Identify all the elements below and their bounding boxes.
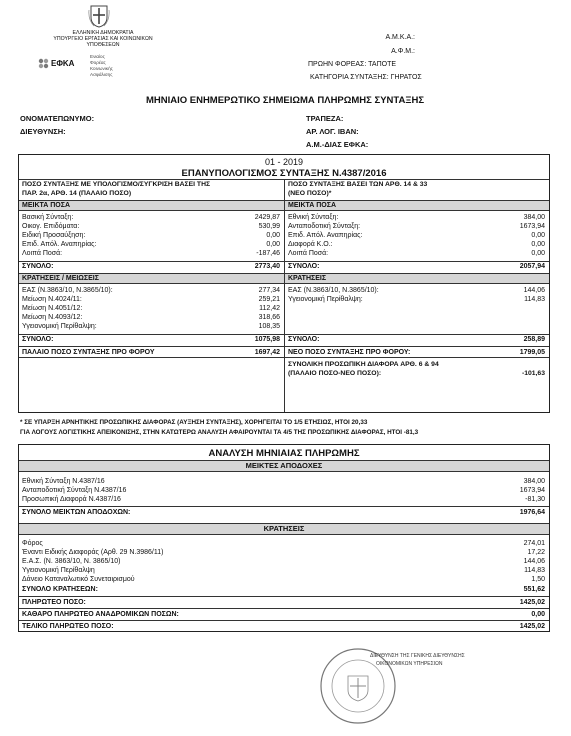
row-label: Υγειονομική Περίθαλψη — [22, 567, 95, 574]
retro-value: 0,00 — [531, 611, 545, 618]
analysis-gross-total — [19, 506, 549, 518]
recalculation-box — [18, 154, 550, 413]
right-gross-header — [285, 200, 549, 211]
new-amount-row — [285, 346, 549, 358]
final-label: ΤΕΛΙΚΟ ΠΛΗΡΩΤΕΟ ΠΟΣΟ: — [22, 623, 114, 630]
row-label: Μείωση Ν.4024/11: — [22, 296, 82, 303]
final-value: 1425,02 — [519, 623, 545, 630]
efka-logo-text: ΕΦΚΑ — [51, 59, 75, 68]
total-label: ΣΥΝΟΛΟ ΚΡΑΤΗΣΕΩΝ: — [22, 586, 98, 593]
final-row — [19, 620, 549, 632]
list-item — [19, 486, 549, 495]
right-gross-rows — [285, 213, 549, 260]
list-item — [285, 222, 549, 231]
right-ded-rows — [285, 286, 549, 333]
row-value: 1,50 — [531, 576, 545, 583]
footnote-line-1: * ΣΕ ΥΠΑΡΞΗ ΑΡΝΗΤΙΚΗΣ ΠΡΟΣΩΠΙΚΗΣ ΔΙΑΦΟΡΑΣ (ΑΥΞΗΣΗ ΣΥΝΤΑΞΗΣ), ΧΟΡΗΓΕΙΤΑΙ ΤΟ 1/5 ΕΤΗΣΙΩΣ, ΗΤΟΙ 20,33 — [20, 419, 368, 426]
stamp-line-2: ΟΙΚΟΝΟΜΙΚΩΝ ΥΠΗΡΕΣΙΩΝ — [376, 661, 443, 667]
efka-sub-1: Ενιαίος — [90, 54, 105, 59]
row-value: -81,30 — [525, 496, 545, 503]
row-label: Εθνική Σύνταξη Ν.4387/16 — [22, 478, 105, 485]
analysis-ded-label: ΚΡΑΤΗΣΕΙΣ — [263, 524, 305, 533]
new-amount-value: 1799,05 — [519, 349, 545, 356]
analysis-gross-header — [19, 460, 549, 472]
row-value: 384,00 — [523, 214, 545, 221]
greek-coat-of-arms-icon — [88, 4, 110, 28]
retro-label: ΚΑΘΑΡΟ ΠΛΗΡΩΤΕΟ ΑΝΑΔΡΟΜΙΚΩΝ ΠΟΣΩΝ: — [22, 611, 179, 618]
name-label: ΟΝΟΜΑΤΕΠΩΝΥΜΟ: — [20, 114, 95, 123]
recalc-heading: ΕΠΑΝΥΠΟΛΟΓΙΣΜΟΣ ΣΥΝΤΑΞΗΣ Ν.4387/2016 — [181, 168, 387, 179]
list-item — [19, 249, 284, 258]
row-value: 144,06 — [523, 287, 545, 294]
total-label: ΣΥΝΟΛΟ: — [22, 336, 54, 343]
left-head-1: ΠΟΣΟ ΣΥΝΤΑΞΗΣ ΜΕ ΥΠΟΛΟΓΙΣΜΟ/ΣΥΓΚΡΙΣΗ ΒΑΣΕΙ ΤΗΣ — [22, 181, 211, 188]
gov-line-2: ΥΠΟΥΡΓΕΙΟ ΕΡΓΑΣΙΑΣ ΚΑΙ ΚΟΙΝΩΝΙΚΩΝ — [53, 36, 153, 42]
row-label: Δάνειο Καταναλωτικό Συνεταιρισμού — [22, 576, 135, 583]
list-item — [285, 286, 549, 295]
row-label: Έναντι Ειδικής Διαφοράς (Αρθ. 29 Ν.3986/11) — [22, 549, 164, 556]
analysis-heading: ΑΝΑΛΥΣΗ ΜΗΝΙΑΙΑΣ ΠΛΗΡΩΜΗΣ — [208, 448, 360, 459]
bank-label: ΤΡΑΠΕΖΑ: — [306, 114, 344, 123]
row-value: 2429,87 — [254, 214, 280, 221]
analysis-ded-rows — [19, 539, 549, 586]
row-label: Υγειονομική Περίθαλψη: — [22, 323, 97, 330]
total-label: ΣΥΝΟΛΟ ΜΕΙΚΤΩΝ ΑΠΟΔΟΧΩΝ: — [22, 509, 131, 516]
right-ded-header — [285, 273, 549, 284]
stamp-line-1: ΔΙΕΥΘΥΝΣΗ ΤΗΣ ΓΕΝΙΚΗΣ ΔΙΕΥΘΥΝΣΗΣ — [370, 653, 465, 659]
row-value: 318,66 — [258, 314, 280, 321]
row-label: Λοιπά Ποσά: — [288, 250, 329, 257]
total-label: ΣΥΝΟΛΟ: — [22, 263, 54, 270]
row-label: Επιδ. Απόλ. Αναπηρίας: — [288, 232, 363, 239]
row-label: Λοιπά Ποσά: — [22, 250, 63, 257]
old-amount-label: ΠΑΛΑΙΟ ΠΟΣΟ ΣΥΝΤΑΞΗΣ ΠΡΟ ΦΟΡΟΥ — [22, 349, 155, 356]
address-label: ΔΙΕΥΘΥΝΣΗ: — [20, 127, 66, 136]
diff-value: -101,63 — [521, 370, 545, 377]
list-item — [19, 313, 284, 322]
row-label: ΕΑΣ (Ν.3863/10, Ν.3865/10): — [22, 287, 113, 294]
diff-line-2: (ΠΑΛΑΙΟ ΠΟΣΟ-ΝΕΟ ΠΟΣΟ): — [288, 370, 382, 377]
efka-sub-4: Ασφάλισης — [90, 72, 113, 77]
analysis-ded-header — [19, 523, 549, 535]
afm-label: Α.Φ.Μ.: — [391, 48, 415, 55]
list-item — [19, 548, 549, 557]
efka-sub-3: Κοινωνικής — [90, 66, 113, 71]
row-value: 0,00 — [266, 241, 280, 248]
list-item — [19, 477, 549, 486]
right-column — [285, 179, 549, 412]
right-ded-label: ΚΡΑΤΗΣΕΙΣ — [288, 275, 327, 282]
list-item — [285, 240, 549, 249]
row-value: 0,00 — [531, 250, 545, 257]
right-ded-total — [285, 334, 549, 345]
left-head-2: ΠΑΡ. 2α, ΑΡΘ. 14 (ΠΑΛΑΙΟ ΠΟΣΟ) — [22, 190, 132, 197]
total-label: ΣΥΝΟΛΟ: — [288, 336, 320, 343]
list-item — [285, 231, 549, 240]
page-title: ΜΗΝΙΑΙΟ ΕΝΗΜΕΡΩΤΙΚΟ ΣΗΜΕΙΩΜΑ ΠΛΗΡΩΜΗΣ ΣΥΝΤΑΞΗΣ — [145, 95, 425, 106]
total-value: 1976,64 — [519, 509, 545, 516]
row-value: 114,83 — [524, 567, 545, 574]
right-head-1: ΠΟΣΟ ΣΥΝΤΑΞΗΣ ΒΑΣΕΙ ΤΩΝ ΑΡΘ. 14 & 33 — [288, 181, 428, 188]
row-value: 112,42 — [259, 305, 280, 312]
right-gross-total — [285, 261, 549, 272]
left-column — [19, 179, 284, 412]
list-item — [19, 322, 284, 331]
left-gross-rows — [19, 213, 284, 260]
list-item — [19, 222, 284, 231]
analysis-gross-label: ΜΕΙΚΤΕΣ ΑΠΟΔΟΧΕΣ — [245, 461, 323, 470]
row-value: 0,00 — [531, 232, 545, 239]
row-value: 0,00 — [266, 232, 280, 239]
list-item — [19, 304, 284, 313]
row-label: Μείωση Ν.4093/12: — [22, 314, 83, 321]
row-value: 108,35 — [258, 323, 280, 330]
analysis-ded-total — [19, 585, 549, 595]
total-value: 551,62 — [523, 586, 545, 593]
retro-row — [19, 608, 549, 620]
left-ded-total — [19, 334, 284, 345]
paid-value: 1425,02 — [519, 599, 545, 606]
left-gross-header — [19, 200, 284, 211]
header — [18, 4, 188, 94]
right-gross-label: ΜΕΙΚΤΑ ΠΟΣΑ — [288, 202, 337, 209]
list-item — [19, 557, 549, 566]
new-amount-label: ΝΕΟ ΠΟΣΟ ΣΥΝΤΑΞΗΣ ΠΡΟ ΦΟΡΟΥ: — [288, 349, 411, 356]
list-item — [285, 249, 549, 258]
right-head-2: (ΝΕΟ ΠΟΣΟ)* — [288, 190, 332, 197]
row-label: Επιδ. Απόλ. Αναπηρίας: — [22, 241, 97, 248]
row-value: -187,46 — [256, 250, 280, 257]
row-label: Προσωπική Διαφορά Ν.4387/16 — [22, 496, 121, 503]
row-value: 0,00 — [531, 241, 545, 248]
list-item — [19, 240, 284, 249]
total-value: 1075,98 — [254, 336, 280, 343]
row-label: Ανταποδοτική Σύνταξη: — [288, 223, 361, 230]
row-value: 259,21 — [258, 296, 280, 303]
row-label: Εθνική Σύνταξη: — [288, 214, 339, 221]
row-label: Διαφορά Κ.Ο.: — [288, 241, 333, 248]
left-ded-label: ΚΡΑΤΗΣΕΙΣ / ΜΕΙΩΣΕΙΣ — [22, 275, 99, 282]
total-value: 2773,40 — [254, 263, 280, 270]
paid-label: ΠΛΗΡΩΤΕΟ ΠΟΣΟ: — [22, 599, 86, 606]
total-value: 258,89 — [523, 336, 545, 343]
efka-logo-icon — [38, 58, 49, 69]
gov-line-1: ΕΛΛΗΝΙΚΗ ΔΗΜΟΚΡΑΤΙΑ — [72, 30, 134, 36]
list-item — [19, 286, 284, 295]
diff-line-1: ΣΥΝΟΛΙΚΗ ΠΡΟΣΩΠΙΚΗ ΔΙΑΦΟΡΑ ΑΡΘ. 6 & 94 — [288, 361, 439, 368]
row-label: Μείωση Ν.4051/12: — [22, 305, 83, 312]
period: 01 - 2019 — [264, 157, 304, 167]
row-value: 1673,94 — [519, 487, 545, 494]
analysis-box — [18, 444, 550, 632]
row-value: 17,22 — [527, 549, 545, 556]
list-item — [19, 295, 284, 304]
row-value: 1673,94 — [519, 223, 545, 230]
list-item — [285, 213, 549, 222]
row-value: 274,01 — [523, 540, 545, 547]
total-label: ΣΥΝΟΛΟ: — [288, 263, 320, 270]
row-value: 384,00 — [523, 478, 545, 485]
row-label: Ε.Α.Σ. (Ν. 3863/10, Ν. 3865/10) — [22, 558, 121, 565]
prev-fund: ΠΡΩΗΝ ΦΟΡΕΑΣ: ΤΑΠΟΤΕ — [308, 61, 397, 68]
row-label: Φόρος — [22, 540, 43, 547]
row-label: ΕΑΣ (Ν.3863/10, Ν.3865/10): — [288, 287, 379, 294]
gov-line-3: ΥΠΟΘΕΣΕΩΝ — [86, 42, 120, 48]
left-gross-total — [19, 261, 284, 272]
list-item — [285, 295, 549, 304]
list-item — [19, 495, 549, 504]
list-item — [19, 575, 549, 584]
row-label: Ειδική Προσαύξηση: — [22, 232, 86, 239]
row-label: Οικογ. Επιδόματα: — [22, 223, 80, 230]
am-efka-label: Α.Μ.-ΔΙΑΣ ΕΦΚΑ: — [306, 140, 369, 149]
efka-subtitle — [90, 54, 113, 78]
left-ded-header — [19, 273, 284, 284]
row-value: 530,99 — [258, 223, 280, 230]
old-amount-row — [19, 346, 284, 358]
left-gross-label: ΜΕΙΚΤΑ ΠΟΣΑ — [22, 202, 71, 209]
row-value: 144,06 — [523, 558, 545, 565]
left-ded-rows — [19, 286, 284, 333]
row-label: Υγειονομική Περίθαλψη: — [288, 296, 363, 303]
pension-category: ΚΑΤΗΓΟΡΙΑ ΣΥΝΤΑΞΗΣ: ΓΗΡΑΤΟΣ — [310, 74, 422, 81]
iban-label: ΑΡ. ΛΟΓ. IBAN: — [306, 127, 359, 136]
footnote-line-2: ΓΙΑ ΛΟΓΟΥΣ ΛΟΓΙΣΤΙΚΗΣ ΑΠΕΙΚΟΝΙΣΗΣ, ΣΤΗΝ ΚΑΤΩΤΕΡΩ ΑΝΑΛΥΣΗ ΑΦΑΙΡΟΥΝΤΑΙ ΤΑ 4/5 ΤΗΣ ΠΡΟΣΩΠΙΚΗΣ ΔΙΑΦΟΡΑΣ, ΗΤΟΙ -81,3 — [20, 429, 419, 436]
list-item — [19, 539, 549, 548]
old-amount-value: 1697,42 — [254, 349, 280, 356]
row-value: 277,34 — [258, 287, 280, 294]
paid-row — [19, 596, 549, 608]
list-item — [19, 231, 284, 240]
analysis-gross-rows — [19, 477, 549, 507]
row-label: Ανταποδοτική Σύνταξη Ν.4387/16 — [22, 487, 127, 494]
list-item — [19, 566, 549, 575]
total-value: 2057,94 — [519, 263, 545, 270]
efka-sub-2: Φορέας — [90, 60, 106, 65]
row-value: 114,83 — [524, 296, 545, 303]
amka-label: Α.Μ.Κ.Α.: — [385, 34, 415, 41]
row-label: Βασική Σύνταξη: — [22, 214, 74, 221]
list-item — [19, 213, 284, 222]
